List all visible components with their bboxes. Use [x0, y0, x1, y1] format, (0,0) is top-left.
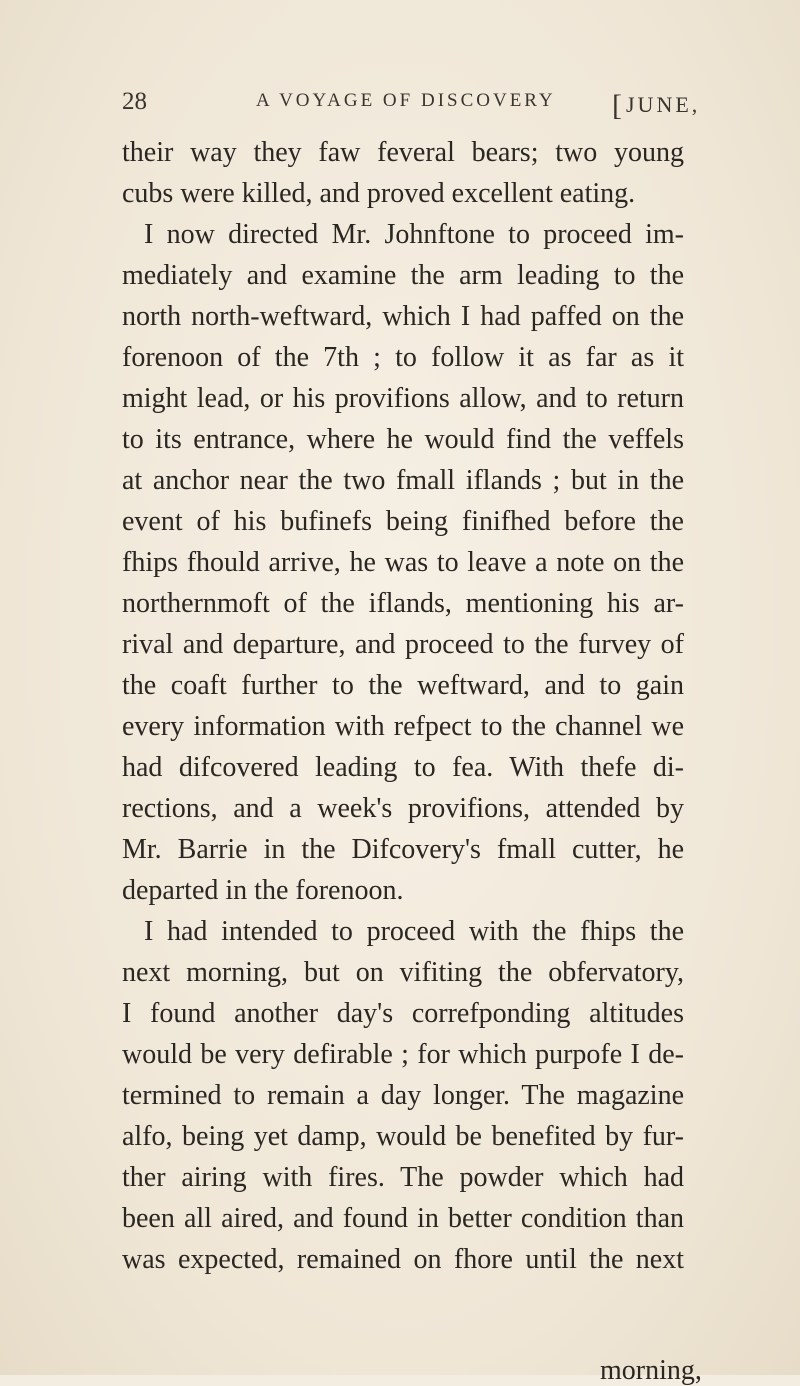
text-line: rections, and a week's provifions, attended by [122, 793, 684, 824]
text-line: the coaft further to the weftward, and to gain [122, 670, 684, 701]
text-line: cubs were killed, and proved excellent eating. [122, 178, 636, 209]
text-line: Mr. Barrie in the Difcovery's fmall cutter, he [122, 834, 684, 865]
text-line: I found another day's correfponding altitudes [122, 998, 684, 1029]
text-line: departed in the forenoon. [122, 875, 404, 906]
text-line: northernmoft of the iflands, mentioning his ar- [122, 588, 684, 619]
text-line: would be very defirable ; for which purpofe I de- [122, 1039, 684, 1070]
running-date [612, 86, 700, 120]
text-line: rival and departure, and proceed to the furvey of [122, 629, 684, 660]
text-line: every information with refpect to the channel we [122, 711, 684, 742]
text-line: fhips fhould arrive, he was to leave a note on the [122, 547, 684, 578]
text-line: termined to remain a day longer. The magazine [122, 1080, 684, 1111]
running-date-text: JUNE, [626, 92, 701, 117]
text-line: mediately and examine the arm leading to the [122, 260, 684, 291]
body-text [122, 132, 684, 1280]
text-line: I now directed Mr. Johnftone to proceed im- [144, 219, 684, 250]
page-number: 28 [122, 88, 147, 115]
running-header [122, 88, 701, 128]
text-line: north north-weftward, which I had paffed on the [122, 301, 684, 332]
text-line: been all aired, and found in better condition than [122, 1203, 684, 1234]
text-line: alfo, being yet damp, would be benefited by fur- [122, 1121, 684, 1152]
text-line: had difcovered leading to fea. With thefe di- [122, 752, 684, 783]
text-line: forenoon of the 7th ; to follow it as far as it [122, 342, 684, 373]
text-line: ther airing with fires. The powder which had [122, 1162, 684, 1193]
header-bracket: [ [612, 89, 625, 122]
text-line: event of his bufinefs being finifhed before the [122, 506, 684, 537]
running-title: A VOYAGE OF DISCOVERY [256, 90, 556, 111]
catchword: morning, [600, 1355, 702, 1386]
text-line: to its entrance, where he would find the veffels [122, 424, 684, 455]
text-line: their way they faw feveral bears; two young [122, 137, 684, 168]
text-line: I had intended to proceed with the fhips the [144, 916, 684, 947]
text-line: was expected, remained on fhore until the next [122, 1244, 684, 1275]
text-line: at anchor near the two fmall iflands ; but in the [122, 465, 684, 496]
text-line: might lead, or his provifions allow, and to return [122, 383, 684, 414]
text-line: next morning, but on vifiting the obfervatory, [122, 957, 684, 988]
